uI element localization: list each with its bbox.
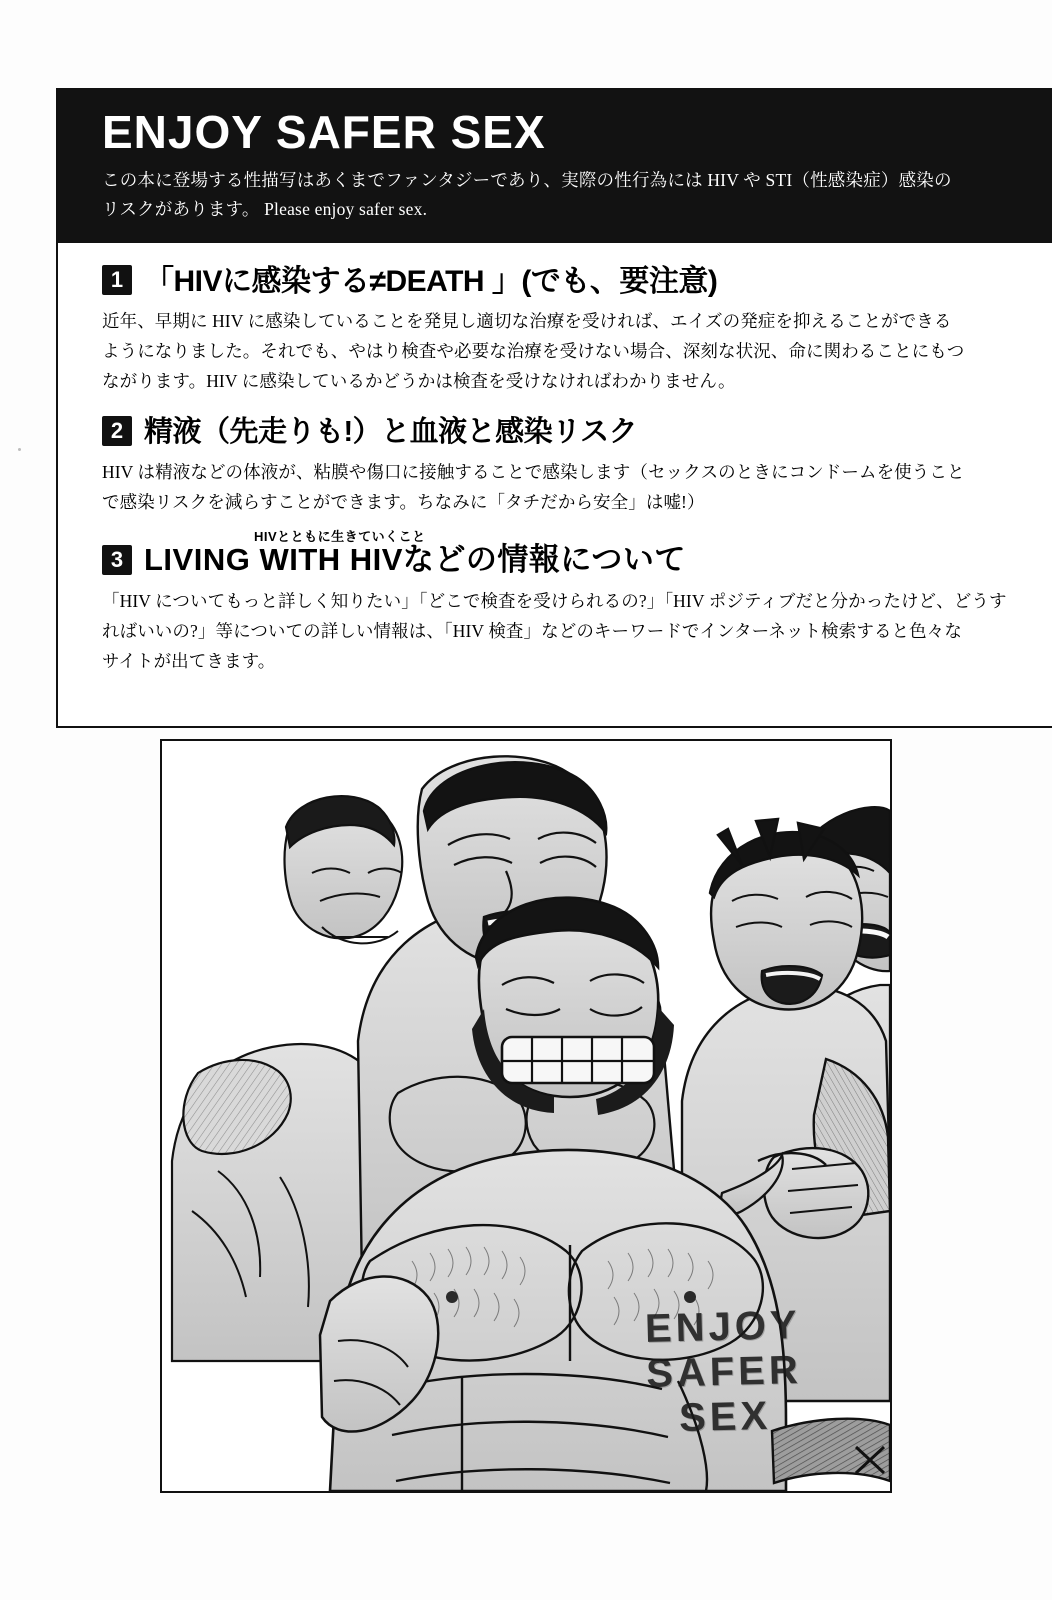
section-1-body-line-2: ようになりました。それでも、やはり検査や必要な治療を受けない場合、深刻な状況、命に関わることにもつ	[102, 341, 965, 362]
safer-sex-info-panel	[56, 88, 1052, 728]
section-3-number: 3	[102, 545, 132, 575]
section-1-heading	[102, 265, 1012, 298]
section-1-body-line-3: ながります。HIV に感染しているかどうかは検査を受けなければわかりません。	[102, 371, 736, 392]
section-1	[102, 265, 1012, 396]
section-1-body-line-1: 近年、早期に HIV に感染していることを発見し適切な治療を受ければ、エイズの発症を抑えることができる	[102, 310, 952, 331]
section-2-heading	[102, 416, 1012, 449]
section-1-title: 「HIVに感染する≠DEATH 」(でも、要注意)	[144, 264, 718, 298]
section-3-ruby: HIVとともに生きていくこと	[254, 529, 426, 545]
section-3-body-line-1: 「HIV についてもっと詳しく知りたい」「どこで検査を受けられるの?」「HIV ポジティブだと分かったけど、どうす	[102, 590, 1007, 611]
section-3-body-line-2: ればいいの?」等についての詳しい情報は、「HIV 検査」などのキーワードでインターネット検索すると色々な	[102, 620, 962, 641]
section-3-body-line-3: サイトが出てきます。	[102, 650, 276, 671]
section-2-title: 精液（先走りも!）と血液と感染リスク	[144, 416, 638, 449]
section-2-body-line-2: で感染リスクを減らすことができます。ちなみに「タチだから安全」は嘘!）	[102, 492, 705, 513]
caption-line-2: SAFER	[645, 1347, 803, 1396]
panel-header	[58, 90, 1052, 243]
caption-line-3: SEX	[678, 1392, 772, 1440]
section-3-heading	[102, 529, 1012, 578]
illustration-panel	[160, 739, 892, 1493]
section-1-body	[102, 306, 1012, 396]
section-3-title: LIVING WITH HIVなどの情報について	[144, 542, 686, 578]
section-1-number: 1	[102, 265, 132, 295]
caption-line-1: ENJOY	[644, 1302, 802, 1351]
header-subtitle-line-2: リスクがあります。 Please enjoy safer sex.	[102, 198, 428, 219]
section-2-body	[102, 457, 1012, 517]
header-subtitle-line-1: この本に登場する性描写はあくまでファンタジーであり、実際の性行為には HIV や STI（性感染症）感染の	[102, 170, 952, 191]
paper-speck	[18, 448, 21, 451]
section-2-body-line-1: HIV は精液などの体液が、粘膜や傷口に接触することで感染します（セックスのときにコンドームを使うこと	[102, 462, 965, 483]
section-3-body	[102, 586, 1012, 676]
section-3	[102, 529, 1012, 675]
manga-illustration	[162, 741, 890, 1491]
header-subtitle	[102, 166, 1012, 223]
section-2-number: 2	[102, 416, 132, 446]
section-2	[102, 416, 1012, 517]
panel-body	[58, 243, 1052, 726]
page-title: ENJOY SAFER SEX	[102, 106, 546, 158]
